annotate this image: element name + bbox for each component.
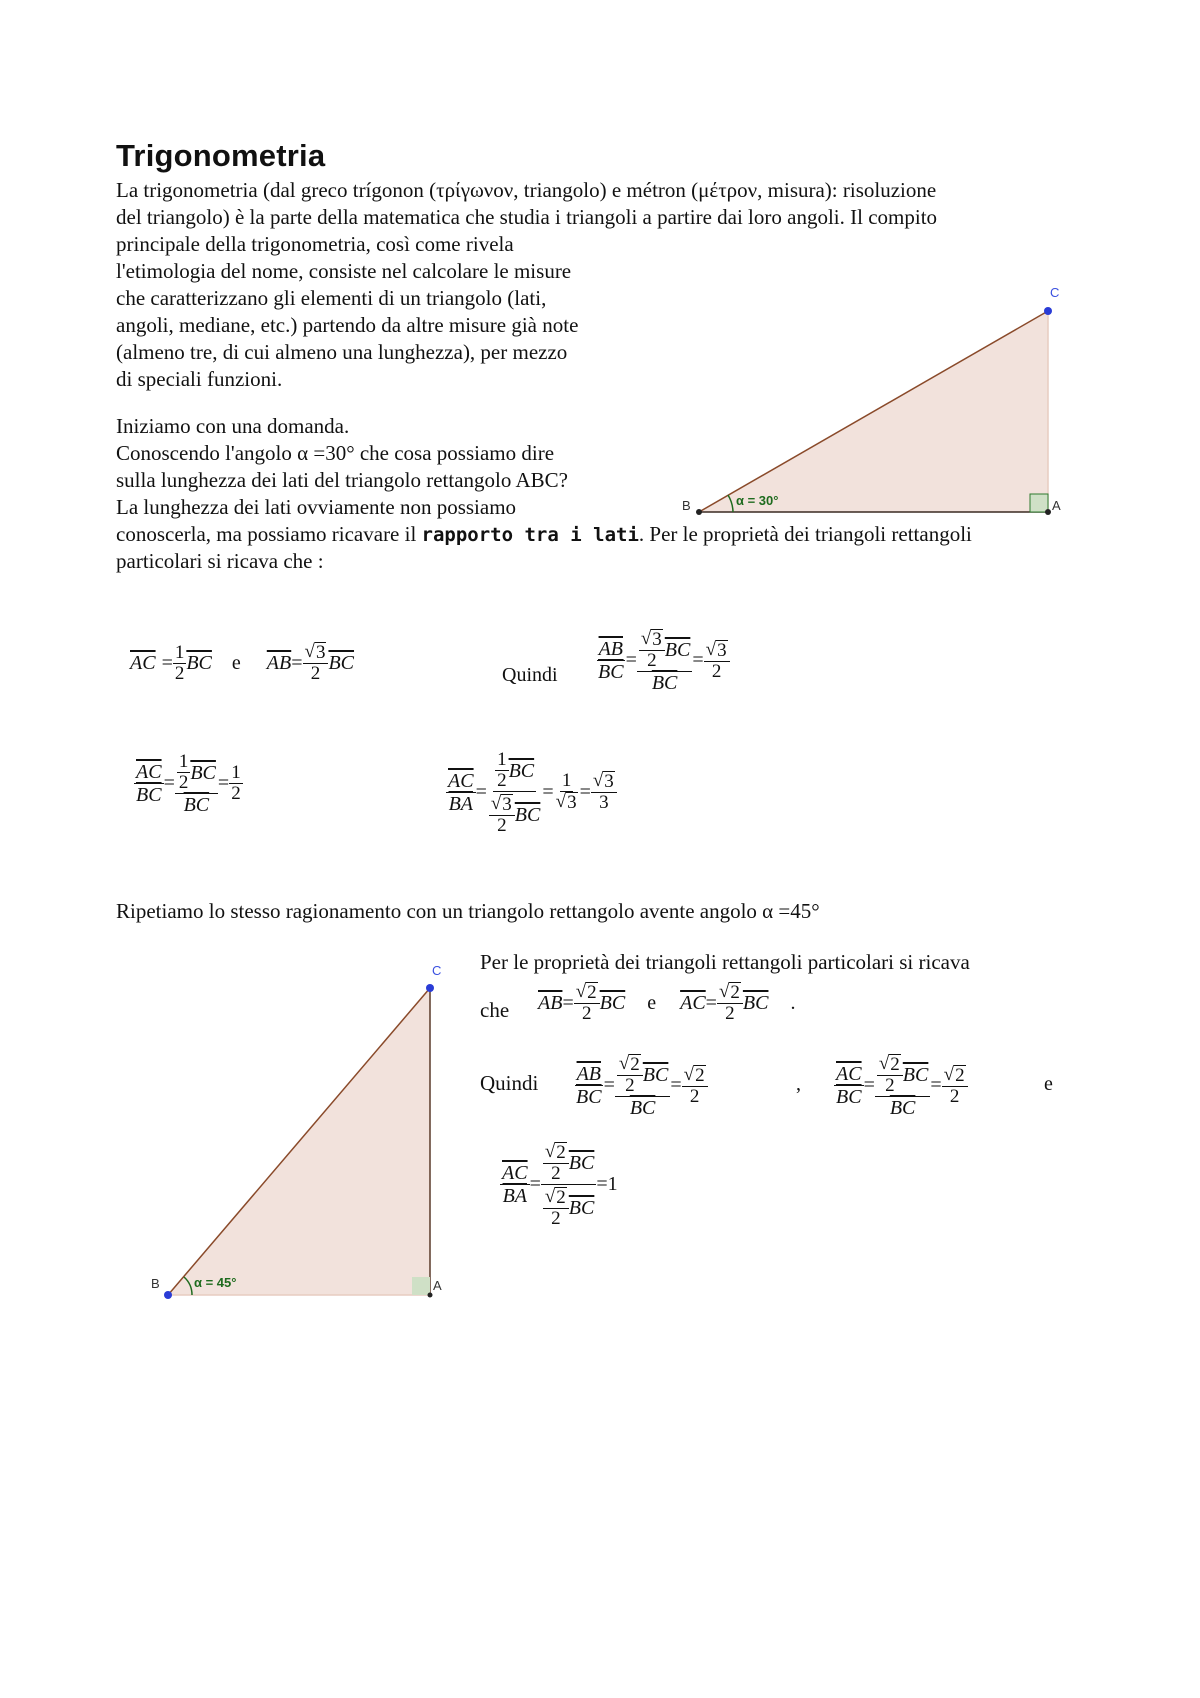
triangle-45-right-angle [412,1277,430,1295]
intro-line-6: angoli, mediane, etc.) partendo da altre misure già note [116,313,579,337]
question-line-3: sulla lunghezza dei lati del triangolo rettangolo ABC? [116,468,568,492]
triangle-30-point-c [1044,307,1052,315]
formula-ac-bc: $\frac{\overline{AC}}{BC}$ = $\frac{1}{2}$ $\overline{BC}$ BC = $\frac{1}{2}$ [136,751,241,816]
question-line-1: Iniziamo con una domanda. [116,414,350,438]
ratio-line: conoscerla, ma possiamo ricavare il rapporto tra i lati. Per le proprietà dei triangoli rettangoli [116,522,972,546]
formula-ac-bc-45: $\frac{\overline{AC}}{BC}$ = √ 2 2 $\overline{BC}$ BC = √ 2 2 [834,1052,968,1119]
formula-ac-ba-45: $\frac{\overline{AC}}{BA}$ = √ 2 2 $\overline{BC}$ √ 2 2 $\overline{BC}$ = 1 [502,1141,618,1229]
particolari-line: particolari si ricava che : [116,549,324,573]
intro-line-8: di speciali funzioni. [116,367,283,391]
triangle-45-point-b [164,1291,172,1299]
props45-line: Per le proprietà dei triangoli rettangoli particolari si ricava [480,950,970,974]
formula-ac-ab: $\overline{AC}$ = $\frac{1}{2}$ $\overline{BC}$ e $\overline{AB}$ = √ 3 2 $\overline{BC}$ [130,641,355,684]
triangle-30-figure [680,285,1080,530]
triangle-30-point-a [1045,509,1051,515]
repeat-line: Ripetiamo lo stesso ragionamento con un triangolo rettangolo avente angolo α =45° [116,899,820,923]
triangle-30-label-c: C [1050,285,1060,300]
triangle-45-point-a [428,1293,433,1298]
che-label: che [480,998,510,1022]
formula-ab-ac-45: $\overline{AB}$ = √ 2 2 $\overline{BC}$ e $\overline{AC}$ = √ 2 2 $\overline{BC}$ . [538,981,796,1024]
triangle-30-right-angle [1030,494,1048,512]
page-title: Trigonometria [116,138,326,173]
formula-ab-bc-45: $\frac{\overline{AB}}{BC}$ = √ 2 2 $\overline{BC}$ BC = √ 2 2 [574,1052,708,1119]
intro-line-3: principale della trigonometria, così come rivela [116,232,514,256]
triangle-30-point-b [696,509,702,515]
question-line-2: Conoscendo l'angolo α =30° che cosa possiamo dire [116,441,555,465]
formula-ab-bc: $\frac{\overline{AB}}{BC}$ = √ 3 2 $\overline{BC}$ BC = √ 3 2 [596,627,730,694]
quindi-label-2: Quindi [480,1071,539,1095]
intro-line-4: l'etimologia del nome, consiste nel calcolare le misure [116,259,572,283]
e-label-45: e [1044,1073,1053,1095]
intro-line-1: La trigonometria (dal greco trígonon (τρίγωνον, triangolo) e métron (μέτρον, misura): risoluzione [116,178,937,202]
triangle-45-point-c [426,984,434,992]
triangle-45-angle-label: α = 45° [194,1275,237,1290]
triangle-30-angle-label: α = 30° [736,493,779,508]
triangle-45-label-c: C [432,963,442,978]
comma-separator: , [796,1073,801,1095]
triangle-30-label-a: A [1052,498,1061,513]
triangle-45-label-b: B [151,1276,160,1291]
formula-ac-ba: $\frac{\overline{AC}}{BA}$ = $\frac{1}{2}$ $\overline{BC}$ √ 3 2 $\overline{BC}$ = 1 √ 3 = √ 3 3 [446,748,617,836]
triangle-45-label-a: A [433,1278,442,1293]
question-line-4: La lunghezza dei lati ovviamente non possiamo [116,495,517,519]
triangle-45-figure [148,955,458,1310]
triangle-30-label-b: B [682,498,691,513]
intro-line-7: (almeno tre, di cui almeno una lunghezza), per mezzo [116,340,568,364]
quindi-label-1: Quindi [502,664,558,686]
intro-line-2: del triangolo) è la parte della matematica che studia i triangoli a partire dai loro angoli. Il compito [116,205,938,229]
intro-line-5: che caratterizzano gli elementi di un triangolo (lati, [116,286,547,310]
